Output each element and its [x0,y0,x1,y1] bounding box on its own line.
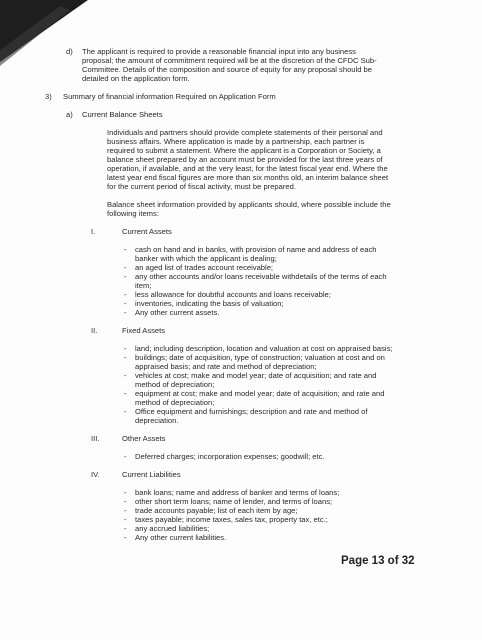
bullet: - [124,344,127,353]
fixed-assets-line-1: land; including description, location and valuation at cost on appraised basis; [135,344,393,353]
intro-line-7: for the current period of fiscal activity, must be prepared. [107,182,296,191]
current-assets-line-5: item; [135,281,152,290]
bullet: - [124,533,127,542]
bullet: - [124,506,127,515]
bullet: - [124,353,127,362]
current-assets-line-6: less allowance for doubtful accounts and loans receivable; [135,290,331,299]
fixed-assets-numeral: II. [91,326,98,335]
fixed-assets-line-4: vehicles at cost; make and model year; date of acquisition; and rate and [135,371,377,380]
bullet: - [124,245,127,254]
section-d-label: d) [66,47,73,56]
section-a-title: Current Balance Sheets [82,110,163,119]
intro-line-3: required to submit a statement. Where the applicant is a Corporation or Society, a [107,146,381,155]
current-liabilities-line-5: any accrued liabilities; [135,524,210,533]
fixed-assets-line-8: Office equipment and furnishings; description and rate and method of [135,407,368,416]
scan-shadow-corner [0,0,90,70]
intro-line-1: Individuals and partners should provide complete statements of their personal and [107,128,383,137]
bullet: - [124,497,127,506]
current-assets-line-3: an aged list of trades account receivable; [135,263,274,272]
current-assets-title: Current Assets [122,227,172,236]
bullet: - [124,488,127,497]
current-liabilities-title: Current Liabilities [122,470,181,479]
section-d-line-3: Committee. Details of the composition and source of equity for any proposal should be [82,65,372,74]
intro-line-5: operation, if available, and at the very least, for the latest fiscal year end. Where the [107,164,388,173]
other-assets-numeral: III. [91,434,100,443]
bullet: - [124,272,127,281]
intro-line-2: business affairs. Where application is made by a partnership, each partner is [107,137,365,146]
bullet: - [124,299,127,308]
other-assets-line-1: Deferred charges; incorporation expenses; goodwill; etc. [135,452,325,461]
bullet: - [124,389,127,398]
section-3-label: 3) [45,92,52,101]
current-assets-line-1: cash on hand and in banks, with provision of name and address of each [135,245,377,254]
current-liabilities-line-3: trade accounts payable; list of each item by age; [135,506,298,515]
current-liabilities-line-1: bank loans; name and address of banker and terms of loans; [135,488,340,497]
current-liabilities-numeral: IV. [91,470,100,479]
fixed-assets-line-7: method of depreciation; [135,398,215,407]
bullet: - [124,407,127,416]
current-assets-line-7: inventories, indicating the basis of valuation; [135,299,284,308]
bullet: - [124,515,127,524]
current-liabilities-line-2: other short term loans; name of lender, and terms of loans; [135,497,333,506]
bullet: - [124,290,127,299]
fixed-assets-line-6: equipment at cost; make and model year; date of acquisition; and rate and [135,389,385,398]
section-d-line-4: detailed on the application form. [82,74,190,83]
current-liabilities-line-6: Any other current liabilities. [135,533,227,542]
current-liabilities-line-4: taxes payable; income taxes, sales tax, property tax, etc.; [135,515,328,524]
intro-line-4: balance sheet prepared by an account must be provided for the last three years of [107,155,383,164]
fixed-assets-line-2: buildings; date of acquisition, type of construction; valuation at cost and on [135,353,385,362]
section-d-line-2: proposal; the amount of commitment required will be at the discretion of the CFDC Sub- [82,56,377,65]
intro-line-6: latest year end fiscal figures are more than six months old, an interim balance sheet [107,173,389,182]
fixed-assets-line-9: depreciation. [135,416,179,425]
bullet: - [124,452,127,461]
other-assets-title: Other Assets [122,434,166,443]
current-assets-line-8: Any other current assets. [135,308,220,317]
items-line-1: Balance sheet information provided by applicants should, where possible include the [107,200,391,209]
bullet: - [124,371,127,380]
fixed-assets-line-5: method of depreciation; [135,380,215,389]
section-3-title: Summary of financial information Required on Application Form [63,92,276,101]
current-assets-line-4: any other accounts and/or loans receivable withdetails of the terms of each [135,272,387,281]
page-number: Page 13 of 32 [341,555,415,567]
section-d-line-1: The applicant is required to provide a reasonable financial input into any business [82,47,356,56]
items-line-2: following items: [107,209,159,218]
fixed-assets-title: Fixed Assets [122,326,166,335]
bullet: - [124,524,127,533]
current-assets-line-2: banker with which the applicant is dealing; [135,254,277,263]
bullet: - [124,308,127,317]
fixed-assets-line-3: appraised basis; and rate and method of depreciation; [135,362,317,371]
bullet: - [124,263,127,272]
current-assets-numeral: I. [91,227,96,236]
section-a-label: a) [66,110,73,119]
